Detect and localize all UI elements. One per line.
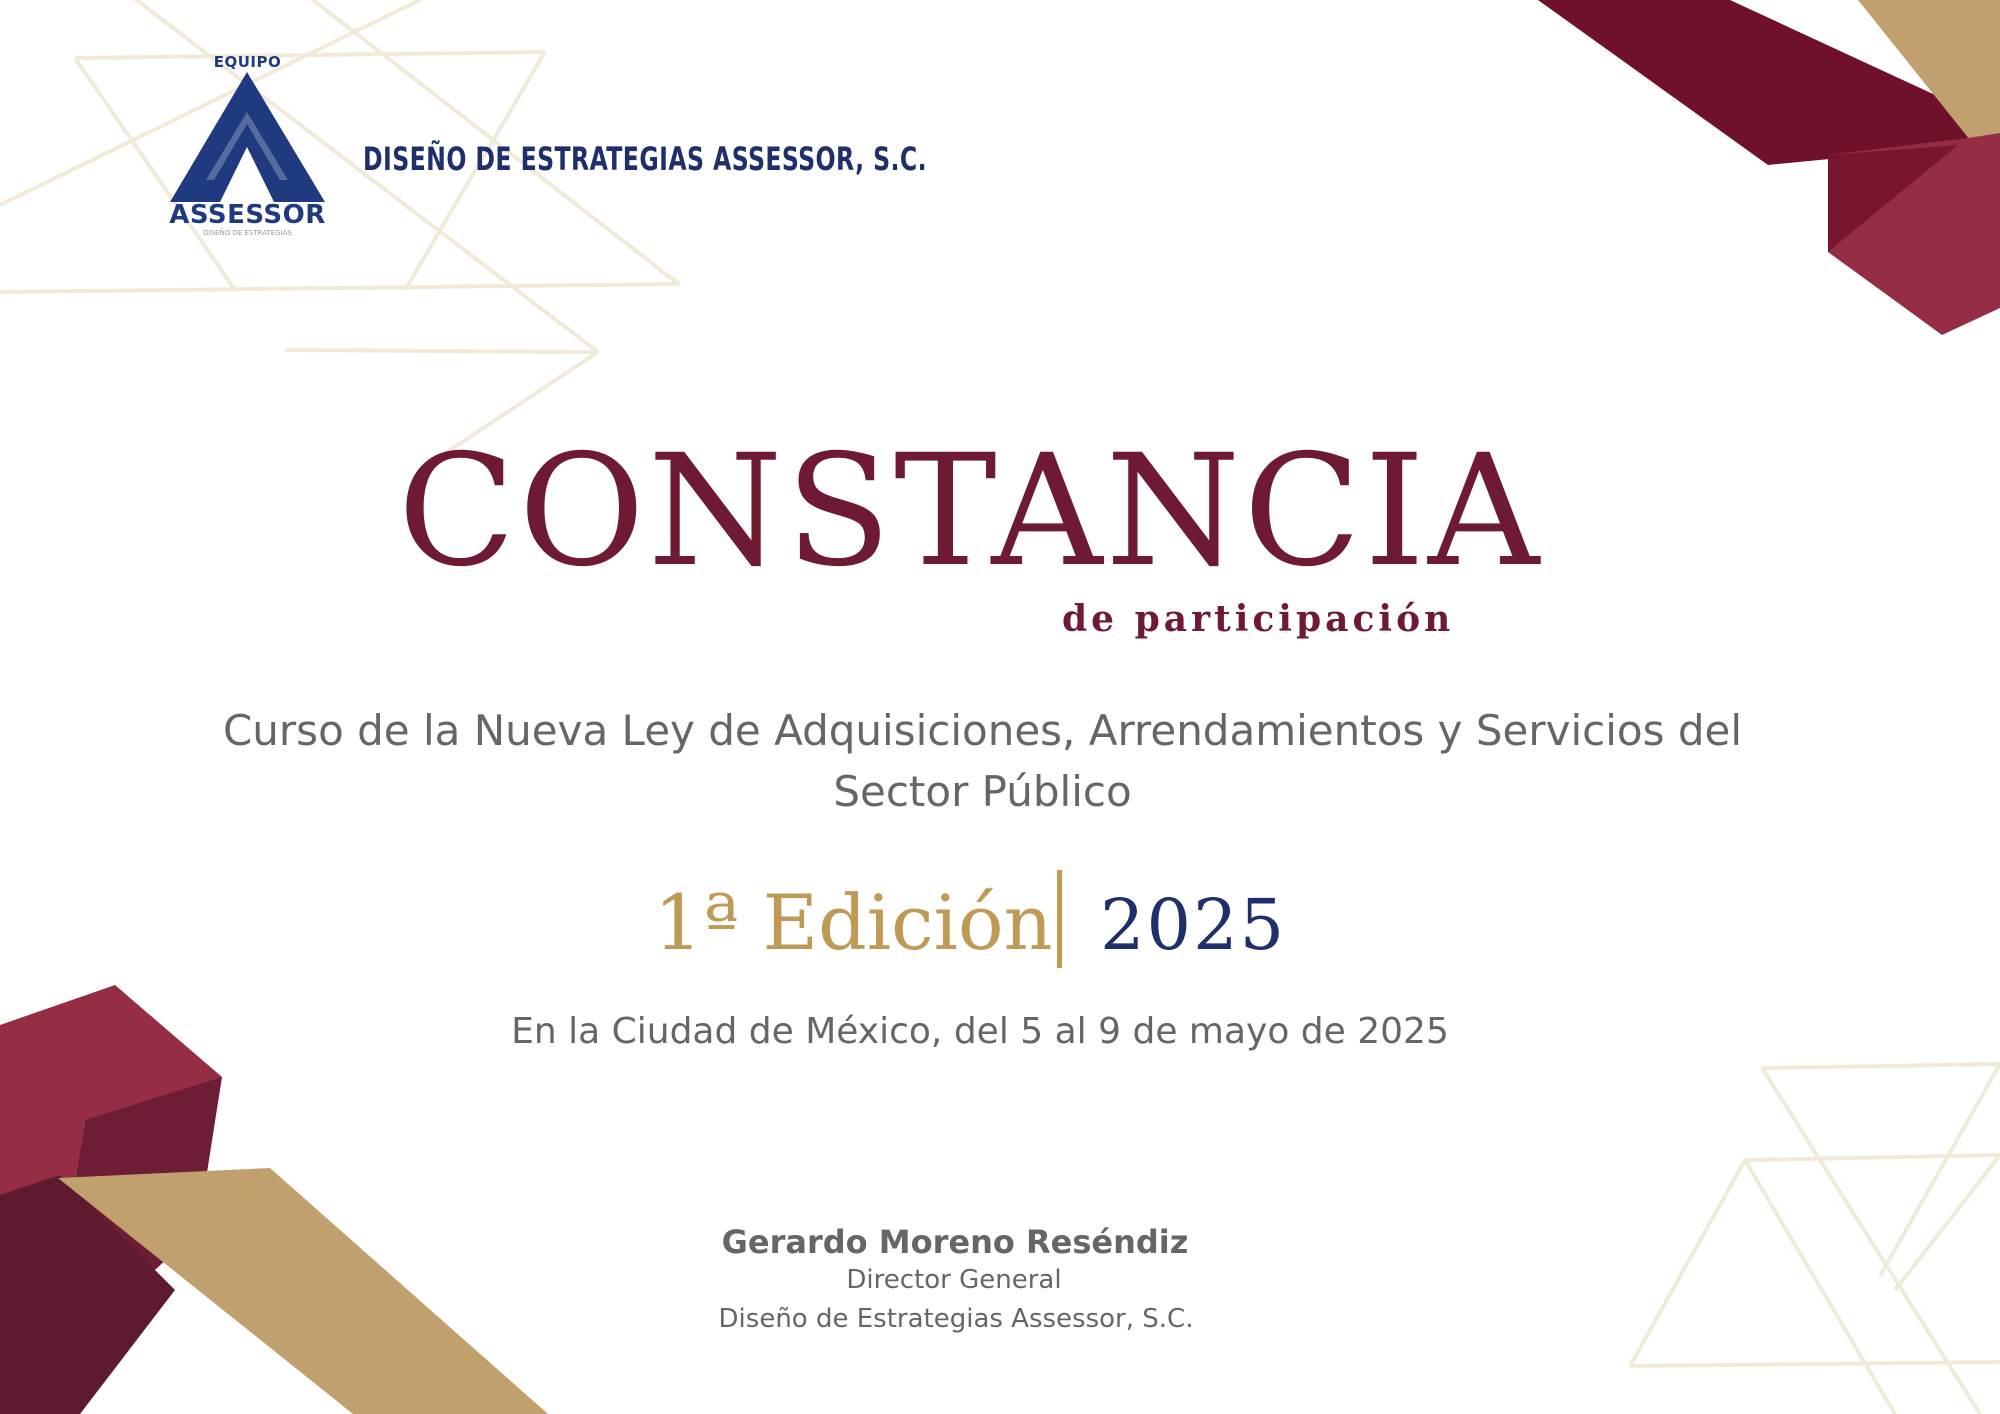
edition-label: 1ª Edición [654, 878, 1053, 967]
company-name: DISEÑO DE ESTRATEGIAS ASSESSOR, S.C. [363, 140, 928, 178]
edition-year: 2025 [1100, 884, 1287, 966]
signatory-role: Director General [846, 1265, 1062, 1295]
logo-tagline: DISEÑO DE ESTRATEGIAS [203, 229, 292, 237]
company-logo [160, 50, 335, 240]
certificate-title: CONSTANCIA [397, 422, 1543, 601]
ribbon-top-right [1538, 0, 2000, 335]
triangle-pattern-top-left [0, 0, 680, 470]
edition-divider [1057, 870, 1062, 968]
course-line-2: Sector Público [833, 767, 1132, 816]
logo-top-text: EQUIPO [213, 53, 282, 71]
signatory-organization: Diseño de Estrategias Assessor, S.C. [718, 1304, 1194, 1334]
course-name [200, 700, 1765, 822]
certificate-subtitle: de participación [1062, 598, 1455, 640]
signatory-name: Gerardo Moreno Reséndiz [721, 1223, 1189, 1261]
edition-row [0, 870, 2000, 970]
logo-wordmark: ASSESSOR [169, 200, 326, 230]
course-line-1: Curso de la Nueva Ley de Adquisiciones, Arrendamientos y Servicios del [222, 706, 1743, 755]
place-and-date: En la Ciudad de México, del 5 al 9 de mayo de 2025 [511, 1011, 1449, 1052]
triangle-a-logo-icon [170, 72, 325, 202]
